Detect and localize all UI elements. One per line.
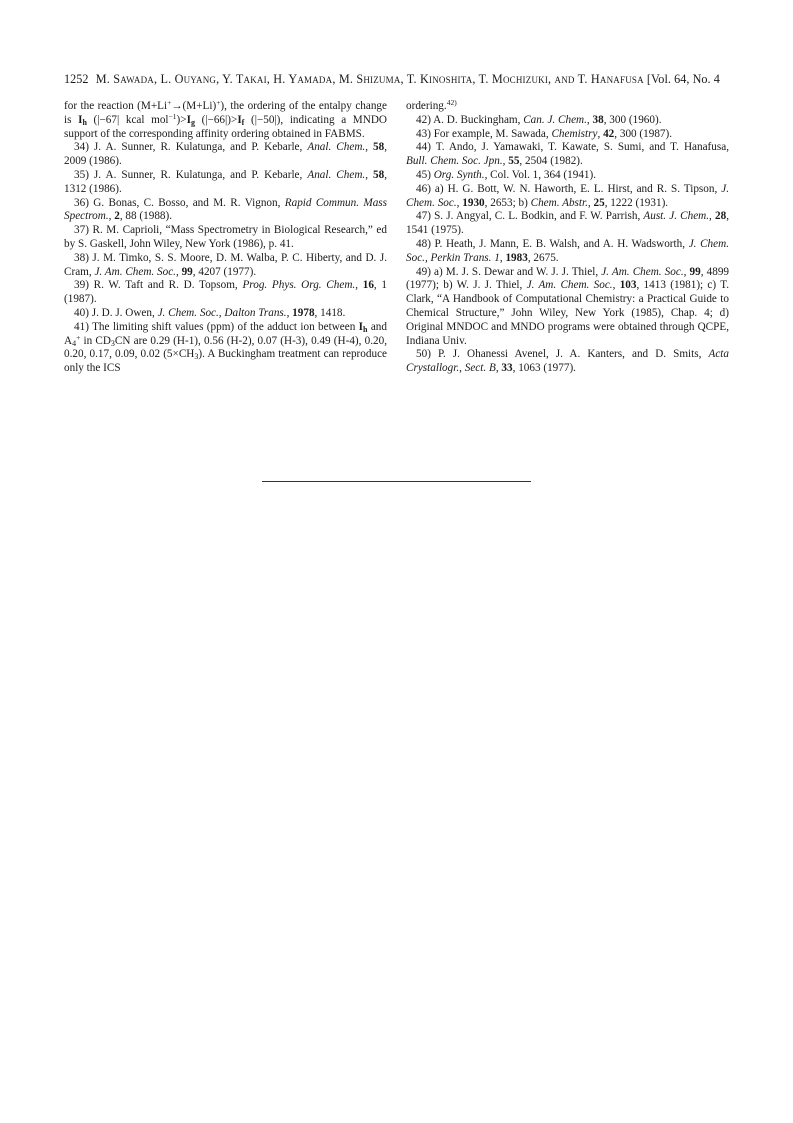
reference-37: 37) R. M. Caprioli, “Mass Spectrometry in Biological Research,” ed by S. Gaskell, John Wiley, New York (1986), p. 41. bbox=[64, 224, 387, 250]
reference-47: 47) S. J. Angyal, C. L. Bodkin, and F. W. Parrish, Aust. J. Chem., 28, 1541 (1975). bbox=[406, 210, 729, 237]
note-continuation: for the reaction (M+Li+→(M+Li)+), the ordering of the entalpy change is $I_h$ (|−67| kcal $mol^{-1})>I_g$ $(|-66|)>I_f$ (|−50|), indicating a MNDO support of the corresponding affinity ordering obtained in FABMS. bbox=[64, 98, 387, 140]
reference-36: 36) G. Bonas, C. Bosso, and M. R. Vignon, Rapid Commun. Mass Spectrom., 2, 88 (1988). bbox=[64, 196, 388, 223]
reference-44: 44) T. Ando, J. Yamawaki, T. Kawate, S. Sumi, and T. Hanafusa, Bull. Chem. Soc. Jpn., 55, 2504 (1982). bbox=[406, 141, 729, 168]
reference-48: 48) P. Heath, J. Mann, E. B. Walsh, and A. H. Wadsworth, J. Chem. Soc., Perkin Trans. 1, 1983, 2675. bbox=[406, 237, 729, 264]
note-continuation-right: ordering.$^{42)}$ bbox=[406, 98, 457, 112]
reference-39: 39) R. W. Taft and R. D. Topsom, Prog. Phys. Org. Chem., 16, 1 (1987). bbox=[64, 279, 388, 306]
reference-35: 35) J. A. Sunner, R. Kulatunga, and P. Kebarle, Anal. Chem., 58, 1312 (1986). bbox=[64, 168, 388, 195]
reference-49: 49) a) M. J. S. Dewar and W. J. J. Thiel, J. Am. Chem. Soc., 99, 4899 (1977); b) W. J. J. Thiel, J. Am. Chem. Soc., 103, 1413 (1981); c) T. Clark, “A Handbook of Computational Chemistry: a Practical Guide to Chemical Structure,” John Wiley, New York (1985), Chap. 4; d) Original MNDOC and MNDO programs were obtained through QCPE, Indiana Univ. bbox=[406, 265, 730, 347]
reference-46: 46) a) H. G. Bott, W. N. Haworth, E. L. Hirst, and R. S. Tipson, J. Chem. Soc., 1930, 2653; b) Chem. Abstr., 25, 1222 (1931). bbox=[406, 182, 729, 209]
reference-38: 38) J. M. Timko, S. S. Moore, D. M. Walba, P. C. Hiberty, and D. J. Cram, J. Am. Chem. Soc., 99, 4207 (1977). bbox=[64, 251, 387, 278]
reference-41: 41) The limiting shift values (ppm) of the adduct ion between $I_h$ and $A_4^+$ in $CD_3CN$ are 0.29 (H-1), 0.56 (H-2), 0.07 (H-3), 0.49 (H-4), 0.20, 0.20, 0.17, 0.09, 0.02 $(5\times CH_3)$. A Buckingham treatment can reproduce only the ICS bbox=[64, 320, 387, 375]
reference-42: 42) A. D. Buckingham, Can. J. Chem., 38, 300 (1960). bbox=[416, 113, 662, 126]
running-header bbox=[64, 72, 734, 87]
right-column bbox=[406, 100, 729, 376]
end-rule bbox=[262, 481, 531, 482]
reference-43: 43) For example, M. Sawada, Chemistry, 42, 300 (1987). bbox=[416, 127, 673, 140]
left-column bbox=[64, 100, 387, 376]
reference-45: 45) Org. Synth., Col. Vol. 1, 364 (1941). bbox=[416, 168, 597, 181]
reference-50: 50) P. J. Ohanessi Avenel, J. A. Kanters, and D. Smits, Acta Crystallogr., Sect. B, 33, 1063 (1977). bbox=[406, 348, 729, 375]
header-authors: M. Sawada, L. Ouyang, Y. Takai, H. Yamada, M. Shizuma, T. Kinoshita, T. Mochizuki, and T. Hanafusa bbox=[95, 72, 644, 86]
reference-34: 34) J. A. Sunner, R. Kulatunga, and P. Kebarle, Anal. Chem., 58, 2009 (1986). bbox=[64, 141, 388, 168]
header-volume: [Vol. 64, No. 4 bbox=[646, 72, 720, 86]
page-number: 1252 bbox=[64, 72, 89, 86]
reference-40: 40) J. D. J. Owen, J. Chem. Soc., Dalton Trans., 1978, 1418. bbox=[74, 306, 346, 319]
